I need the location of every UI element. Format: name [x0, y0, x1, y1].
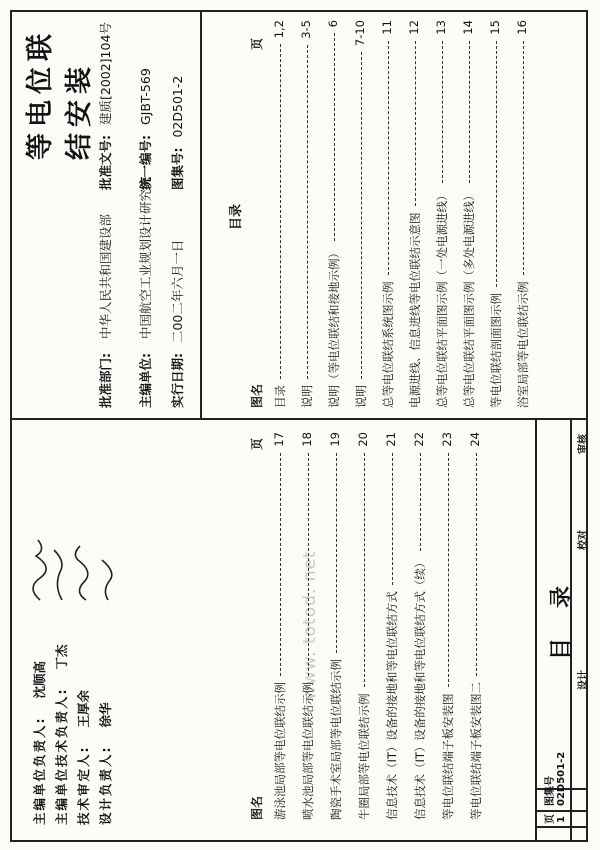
unified-no-row [136, 68, 154, 190]
toc-row-name: 总等电位联结平面图示例（多处电源进线） [462, 189, 476, 408]
toc-row-leader [388, 41, 389, 275]
title-block-page-label: 页 [545, 814, 556, 824]
toc-row-name: 说明 [300, 385, 314, 408]
toc-row [353, 20, 371, 408]
toc-row [434, 20, 452, 408]
atlas-no-label: 图集号: [170, 147, 185, 190]
toc-row-leader [496, 41, 497, 287]
toc-row-page: 20 [356, 432, 370, 447]
atlas-no-value: 02D501-2 [170, 75, 185, 138]
signature-stroke-3 [75, 546, 87, 600]
toc-row-name: 总等电位联结系统图示例 [381, 281, 395, 408]
toc-row [272, 20, 290, 408]
toc-right-col-name: 图名 [250, 795, 264, 820]
title-block-design-label: 设计 [578, 670, 589, 690]
approval-dept-label: 批准部门: [98, 353, 113, 408]
toc-row-page: 24 [468, 432, 482, 447]
title-block-check-label: 校对 [578, 530, 589, 550]
approval-doc-label: 批准文号: [98, 135, 113, 190]
signature-stroke-4 [102, 560, 112, 600]
toc-row [356, 432, 374, 820]
title-block-sep-3 [535, 827, 588, 829]
toc-row [461, 20, 479, 408]
sign-design [96, 703, 114, 826]
approval-dept-row [96, 214, 114, 408]
toc-row-leader [280, 44, 281, 379]
left-title-divider [200, 10, 202, 420]
toc-row-page: 1,2 [272, 20, 286, 39]
toc-row [328, 432, 346, 820]
toc-row-name: 电源进线、信息进线等电位联结示意图 [408, 212, 422, 408]
sign-chief-unit [30, 661, 48, 825]
toc-row-page: 6 [326, 20, 340, 28]
toc-row-name: 目录 [273, 385, 287, 408]
toc-row-leader [392, 453, 393, 585]
toc-row [515, 20, 533, 408]
toc-row-leader [361, 52, 362, 379]
toc-row-leader [476, 453, 477, 676]
unified-no-value: GJBT-569 [138, 68, 153, 126]
toc-row [299, 20, 317, 408]
toc-row-page: 23 [440, 432, 454, 447]
toc-row-leader [280, 453, 281, 676]
design-label: 设计负责人: [98, 745, 113, 825]
effective-date-row [168, 240, 186, 408]
toc-row-page: 14 [461, 20, 475, 35]
review-label: 技术审定人: [76, 745, 91, 825]
signature-stroke-1 [33, 540, 46, 600]
toc-row-name: 浴室局部等电位联结示例 [516, 281, 530, 408]
approval-dept-value: 中华人民共和国建设部 [98, 214, 113, 340]
toc-row-page: 17 [272, 432, 286, 447]
toc-row-name: 信息技术（IT）设备的接地和等电位联结方式 [385, 591, 399, 820]
toc-row [407, 20, 425, 408]
toc-row-name: 信息技术（IT）设备的接地和等电位联结方式（续） [413, 556, 427, 820]
watermark: www. totod. net [300, 550, 320, 700]
toc-row-leader [523, 41, 524, 275]
toc-row-name: 总等电位联结平面图示例（一处电源进线） [435, 189, 449, 408]
approval-doc-row [96, 22, 114, 190]
toc-row-leader [448, 453, 449, 687]
toc-right-col-page: 页 [250, 437, 264, 450]
toc-row-leader [415, 41, 416, 206]
toc-row-name: 喷水池局部等电位联结示例 [301, 682, 315, 820]
center-divider [10, 418, 588, 420]
title-block-heading: 目录 [549, 555, 574, 660]
toc-row-leader [469, 41, 470, 183]
document-title: 等电位联结安装 [25, 28, 95, 160]
toc-row-name: 牛圈局部等电位联结示例 [357, 693, 371, 820]
toc-row-page: 3-5 [299, 20, 313, 39]
toc-row-page: 22 [412, 432, 426, 447]
effective-label: 实行日期: [170, 353, 185, 408]
toc-row-name: 等电位联结端子板安装图 [441, 693, 455, 820]
toc-row [300, 432, 318, 820]
approval-doc-value: 建质[2002]104号 [98, 22, 113, 126]
toc-heading: 目录 [229, 203, 244, 230]
toc-row-page: 11 [380, 20, 394, 35]
toc-left-col-name: 图名 [250, 383, 264, 408]
editor-unit-label: 主编单位: [138, 353, 153, 408]
toc-row-page: 13 [434, 20, 448, 35]
toc-row-page: 12 [407, 20, 421, 35]
toc-row-page: 16 [515, 20, 529, 35]
title-block-atlas-label: 图集号 [545, 776, 556, 806]
toc-row [326, 20, 344, 408]
toc-row-page: 21 [384, 432, 398, 447]
design-name: 徐华 [98, 702, 113, 728]
title-block-top-line [535, 420, 537, 842]
toc-row-leader [442, 41, 443, 183]
toc-row [272, 432, 290, 820]
toc-row-leader [336, 453, 337, 653]
chief-unit-name: 沈顺高 [32, 661, 47, 699]
toc-row-name: 说明 [354, 385, 368, 408]
toc-row-name: 说明（等电位联结和接地示例） [327, 247, 341, 408]
toc-row [412, 432, 430, 820]
toc-row-leader [420, 453, 421, 551]
sign-review [74, 690, 92, 825]
toc-row-page: 15 [488, 20, 502, 35]
atlas-no-row [168, 76, 186, 190]
signature-stroke-2 [54, 550, 62, 600]
toc-row [488, 20, 506, 408]
title-block-atlas-no: 02D501-2 [556, 751, 567, 806]
toc-row-leader [334, 33, 335, 241]
toc-left-col-page: 页 [250, 37, 264, 50]
chief-tech-label: 主编单位技术负责人: [54, 687, 69, 825]
toc-row [468, 432, 486, 820]
toc-row-name: 陶瓷手术室局部等电位联结示例 [329, 659, 343, 820]
toc-row [440, 432, 458, 820]
toc-row-page: 18 [300, 432, 314, 447]
chief-tech-name: 丁杰 [54, 644, 69, 670]
sign-chief-tech [52, 645, 70, 826]
editor-unit-row [136, 177, 154, 409]
toc-row-leader [307, 45, 308, 379]
toc-row-page: 19 [328, 432, 342, 447]
toc-row-name: 游泳池局部等电位联结示例 [273, 682, 287, 820]
toc-row [380, 20, 398, 408]
toc-row-name: 等电位联结剖面图示例 [489, 293, 503, 408]
toc-row-leader [308, 453, 309, 676]
toc-row-leader [364, 453, 365, 687]
toc-row-page: 7-10 [353, 20, 367, 47]
toc-row [384, 432, 402, 820]
unified-no-label: 统一编号: [138, 135, 153, 190]
handwritten-signatures [20, 490, 130, 610]
effective-date-value: 二00二年六月一日 [170, 239, 185, 344]
title-block-sep-2 [535, 811, 588, 813]
title-block-page-no: 1 [556, 816, 567, 823]
chief-unit-label: 主编单位负责人: [32, 716, 47, 825]
editor-unit-value: 中国航空工业规划设计研究院 [138, 176, 153, 340]
review-name: 王厚余 [76, 690, 91, 728]
title-block-review-label: 审核 [578, 434, 589, 454]
toc-row-name: 等电位联结端子板安装图二 [469, 682, 483, 820]
